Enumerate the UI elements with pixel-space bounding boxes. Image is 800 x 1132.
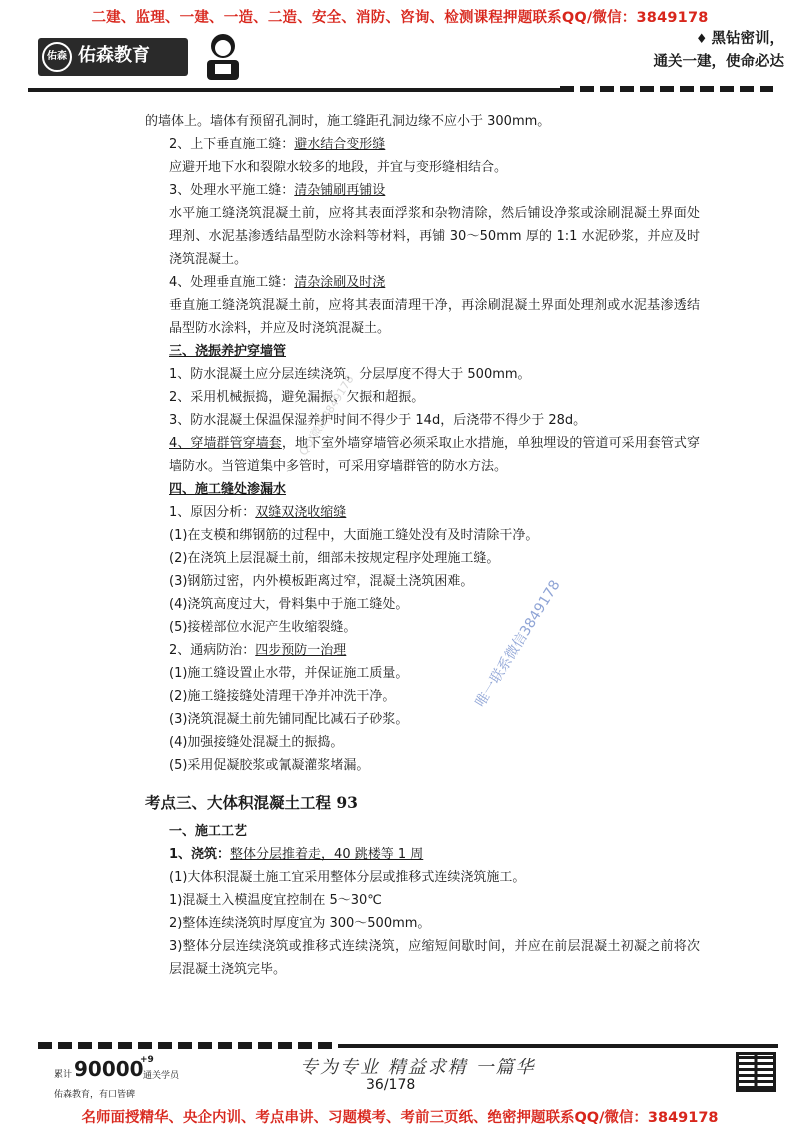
stat-label: 累计 — [54, 1070, 73, 1080]
list-item: 2)整体连续浇筑时厚度宜为 300～500mm。 — [169, 916, 431, 931]
paragraph: 水平施工缝浇筑混凝土前，应将其表面浮浆和杂物清除，然后铺设净浆或涂刷混凝土界面处理剂、水泥基渗透结晶型防水涂料等材料，再铺 30～50mm 厚的 1:1 水泥砂浆，并应及时浇筑混凝土。 — [169, 206, 700, 267]
stat-superscript: +9 — [140, 1055, 154, 1065]
list-item — [145, 271, 700, 294]
list-item: 1)混凝土入模温度宜控制在 5～30℃ — [169, 893, 382, 908]
list-item: 1、防水混凝土应分层连续浇筑，分层厚度不得大于 500mm。 — [169, 367, 531, 382]
list-item: 3)整体分层连续浇筑或推移式连续浇筑，应缩短间歇时间，并应在前层混凝土初凝之前将次层混凝土浇筑完毕。 — [169, 939, 700, 977]
handwritten-motto: 专为专业 精益求精 一篇华 — [300, 1057, 536, 1078]
qr-code-icon — [736, 1052, 776, 1092]
list-item — [145, 179, 700, 202]
item-keyword: 清杂涂刷及时浇 — [294, 275, 386, 290]
section-heading: 四、施工缝处渗漏水 — [169, 482, 287, 497]
list-item: (5)采用促凝胶浆或氰凝灌浆堵漏。 — [169, 758, 370, 773]
item-keyword: 避水结合变形缝 — [294, 137, 386, 152]
slogan-line-1: 黑钻密训， — [711, 31, 784, 47]
list-item: (1)在支模和绑钢筋的过程中，大面施工缝处没有及时清除干净。 — [169, 528, 539, 543]
list-item: (3)钢筋过密，内外模板距离过窄，混凝土浇筑困难。 — [169, 574, 474, 589]
page-header — [0, 28, 800, 90]
list-item: (3)浇筑混凝土前先铺同配比减石子砂浆。 — [169, 712, 409, 727]
list-item: (1)施工缝设置止水带，并保证施工质量。 — [169, 666, 409, 681]
item-prefix: 1、原因分析： — [169, 505, 256, 520]
item-text: ，地下室外墙穿墙管必须采取止水措施，单独埋设的管道可采用套管式穿墙防水。当管道集中多管时，可采用穿墙群管的防水方法。 — [169, 436, 700, 474]
list-item — [145, 843, 700, 866]
item-keyword: 整体分层推着走，40 跳楼等 1 周 — [230, 847, 424, 862]
page-number: 36/178 — [366, 1077, 416, 1093]
top-promo-banner: 二建、监理、一建、一造、二造、安全、消防、咨询、检测课程押题联系QQ/微信：3849178 — [91, 10, 709, 26]
brand-logo — [38, 38, 188, 76]
logo-mark-icon: 佑森 — [42, 42, 72, 72]
paragraph: 应避开地下水和裂隙水较多的地段，并宜与变形缝相结合。 — [169, 160, 508, 175]
item-keyword: 四步预防一治理 — [255, 643, 347, 658]
footer-divider-dash — [38, 1042, 338, 1049]
list-item: (2)施工缝接缝处清理干净并冲洗干净。 — [169, 689, 396, 704]
header-divider-dash — [560, 86, 773, 92]
stat-suffix: 通关学员 — [143, 1071, 180, 1081]
list-item — [145, 432, 700, 478]
document-body — [145, 110, 700, 981]
item-keyword: 清杂铺刷再铺设 — [294, 183, 386, 198]
list-item: (5)接槎部位水泥产生收缩裂缝。 — [169, 620, 357, 635]
list-item: (2)在浇筑上层混凝土前，细部未按规定程序处理施工缝。 — [169, 551, 500, 566]
header-slogan — [654, 28, 785, 73]
item-prefix: 1、浇筑： — [169, 847, 231, 862]
list-item: (1)大体积混凝土施工宜采用整体分层或推移式连续浇筑施工。 — [169, 870, 526, 885]
faint-watermark: QQ/微信3849178 — [296, 373, 357, 458]
diamond-icon: ♦ — [695, 32, 708, 47]
topic-heading: 考点三、大体积混凝土工程 93 — [145, 793, 358, 812]
section-heading: 一、施工工艺 — [169, 824, 248, 839]
brand-tagline: 佑森教育，有口皆碑 — [54, 1090, 136, 1100]
item-keyword: 4、穿墙群管穿墙套 — [169, 436, 282, 451]
list-item: (4)浇筑高度过大，骨料集中于施工缝处。 — [169, 597, 409, 612]
list-item — [145, 501, 700, 524]
section-heading: 三、浇振养护穿墙管 — [169, 344, 287, 359]
contact-watermark: 唯一联系微信3849178 — [472, 577, 564, 711]
mascot-icon — [203, 30, 243, 84]
logo-name: 佑森教育 — [78, 45, 150, 66]
paragraph: 的墙体上。墙体有预留孔洞时，施工缝距孔洞边缘不应小于 300mm。 — [145, 114, 551, 129]
list-item — [145, 639, 700, 662]
item-prefix: 4、处理垂直施工缝： — [169, 275, 295, 290]
list-item: (4)加强接缝处混凝土的振捣。 — [169, 735, 344, 750]
item-prefix: 2、上下垂直施工缝： — [169, 137, 295, 152]
paragraph: 垂直施工缝浇筑混凝土前，应将其表面清理干净，再涂刷混凝土界面处理剂或水泥基渗透结晶型防水涂料，并应及时浇筑混凝土。 — [169, 298, 700, 336]
list-item — [145, 133, 700, 156]
slogan-line-2: 通关一建，使命必达 — [653, 54, 784, 70]
item-prefix: 2、通病防治： — [169, 643, 256, 658]
stat-number: 90000 — [74, 1057, 144, 1081]
list-item: 2、采用机械振捣，避免漏振、欠振和超振。 — [169, 390, 425, 405]
item-prefix: 3、处理水平施工缝： — [169, 183, 295, 198]
item-keyword: 双缝双浇收缩缝 — [255, 505, 347, 520]
bottom-promo-banner: 名师面授精华、央企内训、考点串讲、习题模考、考前三页纸、绝密押题联系QQ/微信：3849178 — [81, 1110, 719, 1126]
list-item: 3、防水混凝土保温保湿养护时间不得少于 14d，后浇带不得少于 28d。 — [169, 413, 587, 428]
